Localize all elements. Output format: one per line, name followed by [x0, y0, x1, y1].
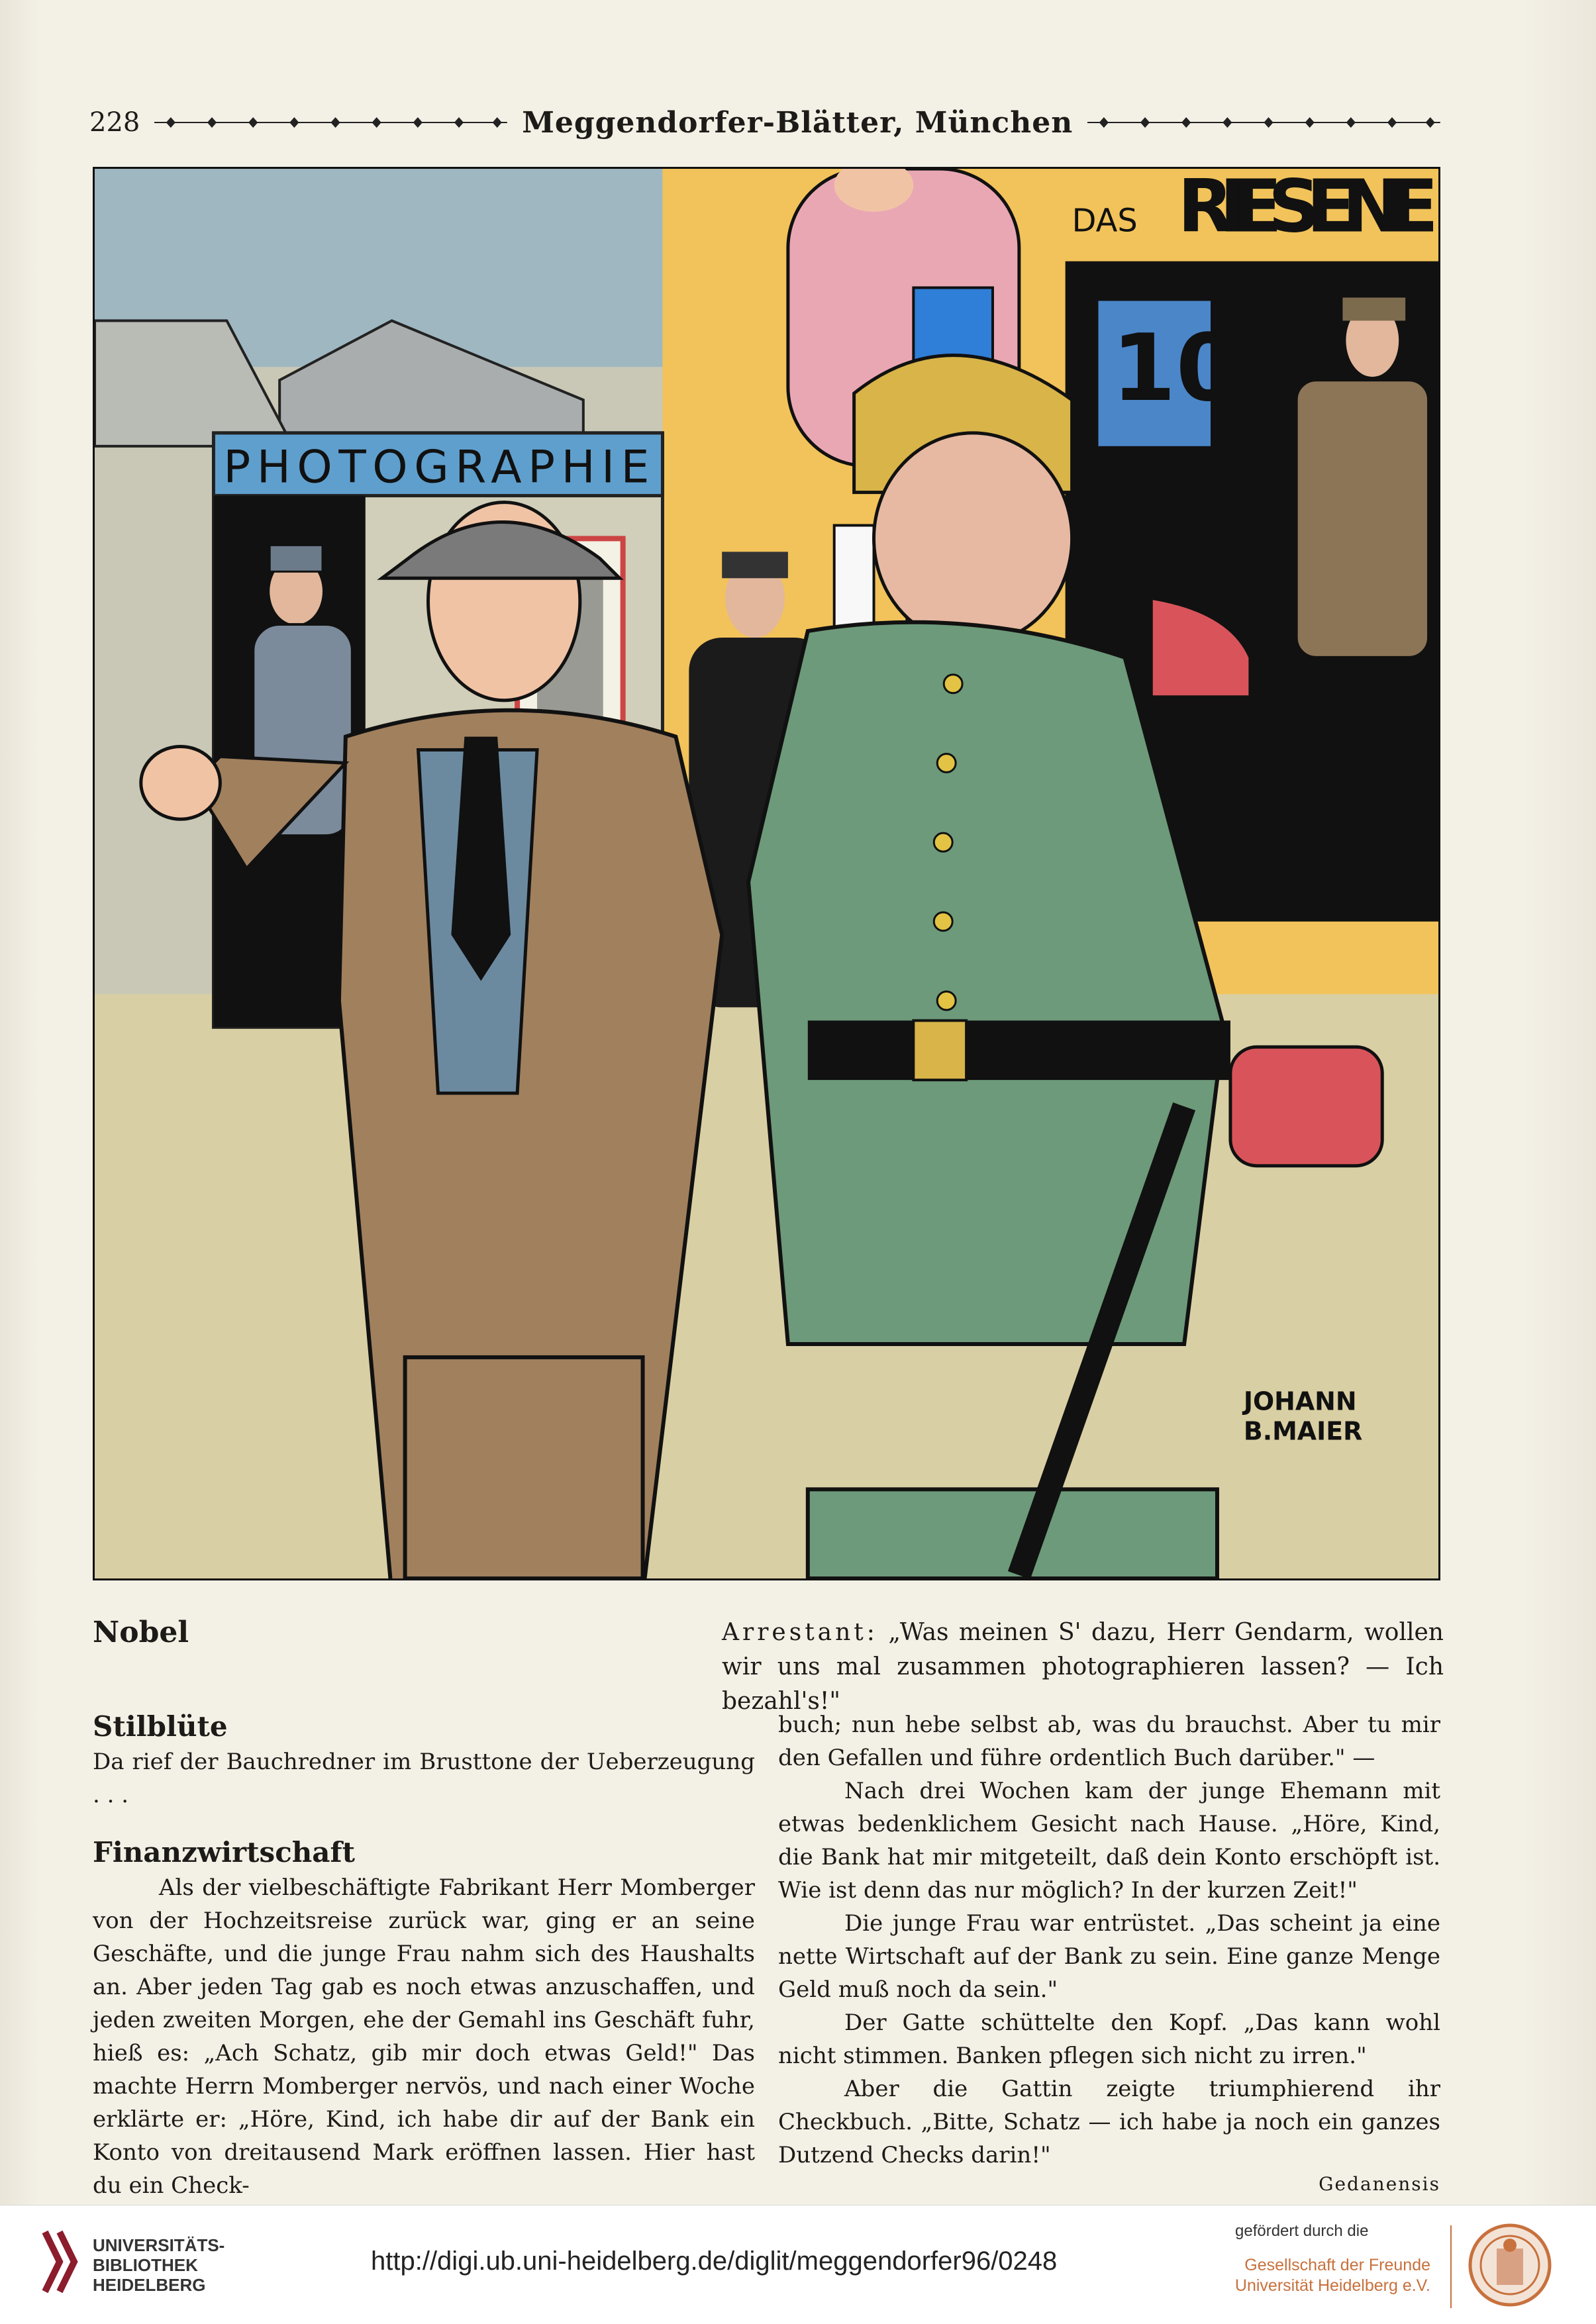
- sponsor-divider: [1450, 2225, 1452, 2308]
- artist-signature-line2: B.MAIER: [1243, 1416, 1363, 1446]
- header-ornament-right: [1087, 113, 1440, 132]
- stilbluete-heading: Stilblüte: [93, 1710, 228, 1743]
- finanzwirtschaft-paragraph: buch; nun hebe selbst ab, was du brauchst. Aber tu mir den Gefallen und führe ordentlich Buch darüber." —: [778, 1712, 1440, 1771]
- finanzwirtschaft-paragraph: Der Gatte schüttelte den Kopf. „Das kann wohl nicht stimmen. Banken pflegen sich nicht zu irren.": [778, 2009, 1440, 2069]
- periodical-title: Meggendorfer-Blätter, München: [522, 105, 1073, 140]
- running-header: [89, 99, 1440, 146]
- sponsor-name: Gesellschaft der Freunde Universität Heidelberg e.V.: [1234, 2256, 1430, 2295]
- left-column: [93, 1708, 755, 2202]
- header-ornament-left: [154, 113, 507, 132]
- permalink-url[interactable]: http://digi.ub.uni-heidelberg.de/diglit/meggendorfer96/0248: [371, 2247, 1058, 2276]
- finanzwirtschaft-heading: Finanzwirtschaft: [93, 1836, 355, 1868]
- artist-signature-line1: JOHANN: [1243, 1386, 1357, 1416]
- university-library-name: UNIVERSITÄTS- BIBLIOTHEK HEIDELBERG: [93, 2235, 225, 2295]
- digitization-footer: [0, 2205, 1596, 2324]
- author-signature: Gedanensis: [1319, 2173, 1440, 2195]
- university-seal-icon: [1467, 2222, 1553, 2308]
- price-sign: 10: [1111, 314, 1240, 422]
- sponsor-label: gefördert durch die: [1235, 2222, 1369, 2240]
- university-library-logo-icon: [40, 2225, 79, 2298]
- finanzwirtschaft-paragraph: Nach drei Wochen kam der junge Ehemann mit etwas bedenklichem Gesicht nach Hause. „Höre, Kind, die Bank hat mir mitgeteilt, daß dein Konto erschöpft ist. Wie ist denn das nur möglich? In der kurzen Zeit!": [778, 1778, 1440, 1904]
- cartoon-illustration: [93, 167, 1440, 1580]
- right-column: [778, 1708, 1440, 2201]
- das-sign: DAS: [1072, 203, 1138, 240]
- finanzwirtschaft-paragraph: Die junge Frau war entrüstet. „Das scheint ja eine nette Wirtschaft auf der Bank zu sein. Eine ganze Menge Geld muß noch da sein.": [778, 1910, 1440, 2003]
- riesen-sign: RIESENE: [1177, 169, 1438, 249]
- caption-title: Nobel: [93, 1616, 189, 1649]
- finanzwirtschaft-paragraph: Aber die Gattin zeigte triumphierend ihr Checkbuch. „Bitte, Schatz — ich habe ja noch ein ganzes Dutzend Checks darin!": [778, 2076, 1440, 2168]
- caption-speaker: Arrestant:: [722, 1619, 878, 1646]
- photographie-sign: PHOTOGRAPHIE: [223, 440, 650, 493]
- caption-text: [722, 1616, 1444, 1719]
- caption-quote: „Was meinen S' dazu, Herr Gendarm, wollen wir uns mal zusammen photographieren lassen? — Ich bezahl's!": [722, 1619, 1444, 1715]
- page-number: 228: [89, 107, 140, 138]
- finanzwirtschaft-text-left: Als der vielbeschäftigte Fabrikant Herr Momberger von der Hochzeitsreise zurück war, ging er an seine Geschäfte, und die junge Frau nahm sich des Haushalts an. Aber jeden Tag gab es noch etwas anzuschaffen, und jeden zweiten Morgen, ehe der Gemahl ins Geschäft fuhr, hieß es: „Ach Schatz, gib mir doch etwas Geld!" Das machte Herrn Momberger nervös, und nach einer Woche erklärte er: „Höre, Kind, ich habe dir auf der Bank ein Konto von dreitausend Mark eröffnen lassen. Hier hast du ein Check-: [93, 1874, 755, 2199]
- stilbluete-text: Da rief der Bauchredner im Brusttone der Ueberzeugung . . .: [93, 1749, 755, 1808]
